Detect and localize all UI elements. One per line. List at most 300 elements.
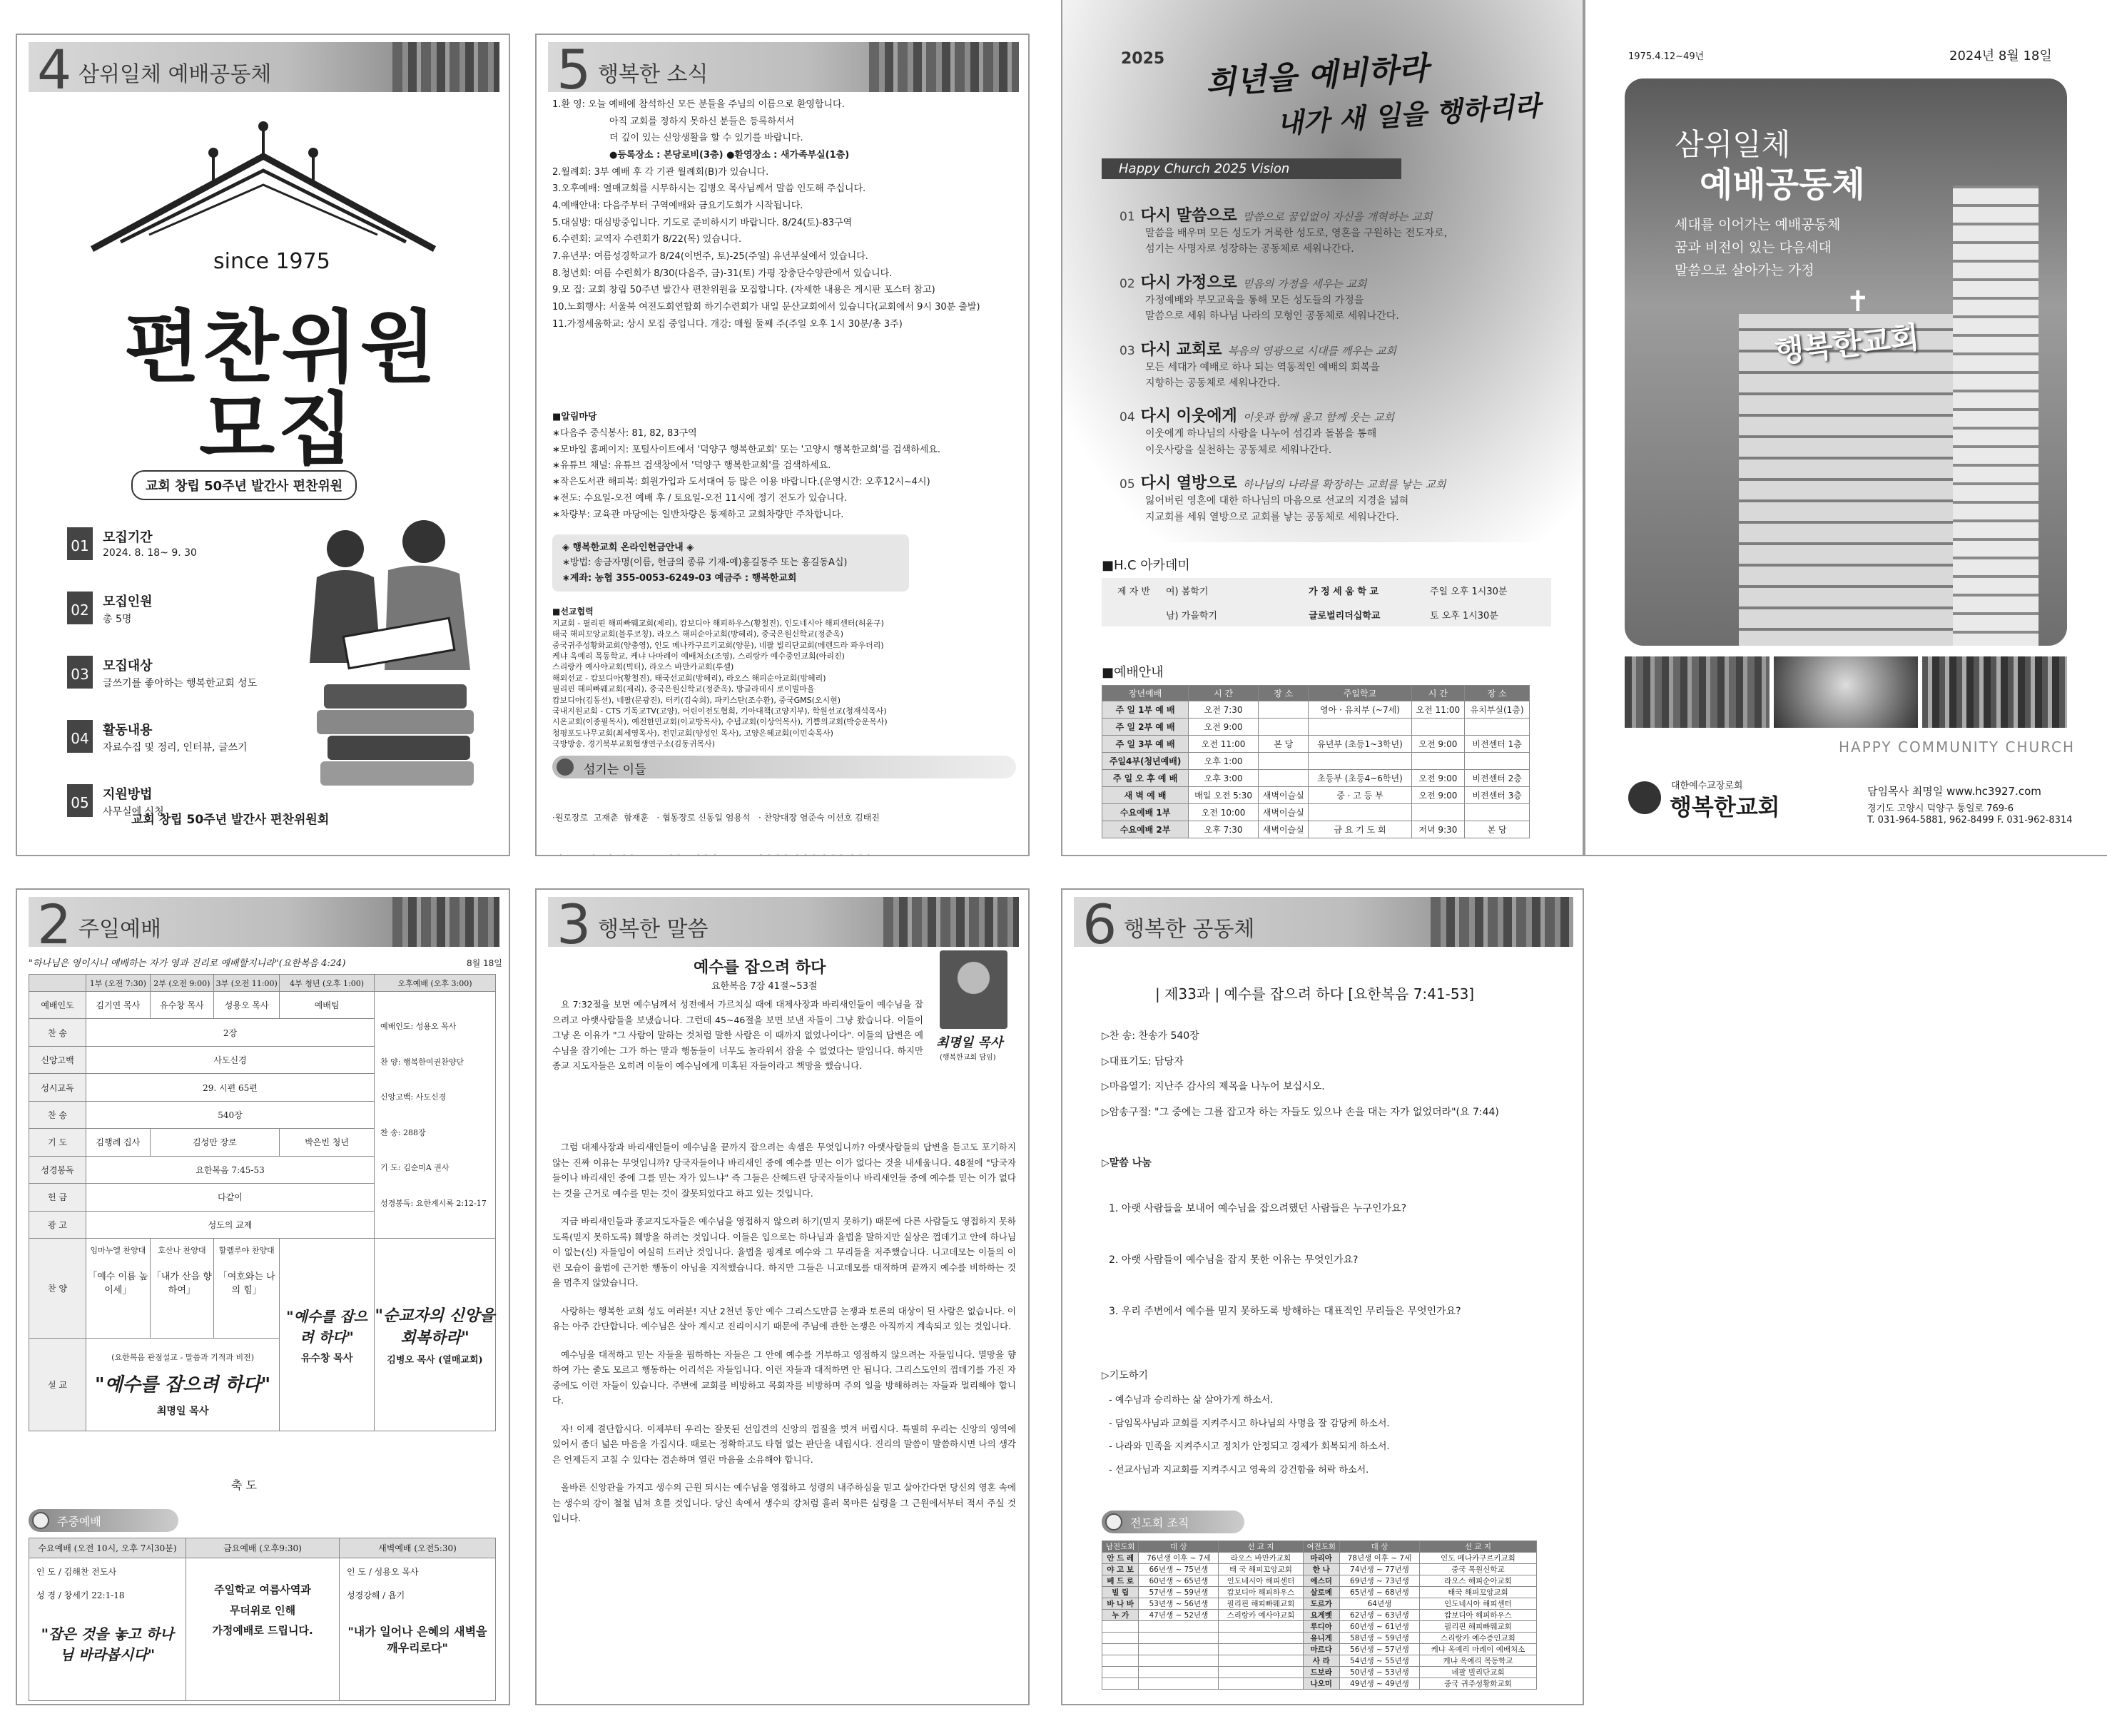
org-cell: 야 고 보 — [1102, 1564, 1139, 1575]
fri-line: 가정예배로 드립니다. — [212, 1624, 313, 1637]
weekday-title: 주중예배 — [57, 1515, 101, 1528]
sermon-body-full — [552, 1139, 1016, 1539]
cell: 김행례 집사 — [86, 1129, 151, 1156]
worship-cell: 새벽이슬실 — [1259, 804, 1309, 821]
servants-header — [552, 756, 1016, 778]
worship-header: 시 간 — [1411, 686, 1465, 701]
org-cell: 50년생 ~ 53년생 — [1339, 1667, 1419, 1678]
page-title: 행복한 소식 — [598, 62, 709, 87]
vision-item-heading: 다시 가정으로 — [1140, 273, 1237, 292]
worship-cell: 유년부 (초등1~3학년) — [1309, 736, 1411, 753]
worship-cell — [1465, 719, 1530, 736]
vision-item-heading: 다시 교회로 — [1140, 340, 1222, 359]
worship-cell: 새벽이슬실 — [1259, 787, 1309, 804]
news-line: 1.환 영: 오늘 예배에 참석하신 모든 분들을 주님의 이름으로 환영합니다. — [552, 99, 845, 110]
mission-line: 태국 해피꼬앙교회(블루코칭), 라오스 해피순아교회(방혜리), 중국은원신학교(정준옥) — [552, 629, 844, 639]
sermon-4-title: "순교자의 신앙을 회복하라" — [375, 1306, 495, 1347]
page-number: 6 — [1082, 893, 1117, 956]
sermon-heading: 예수를 잡으려 하다 — [694, 959, 826, 977]
page-number: 3 — [557, 893, 592, 956]
org-cell — [1102, 1633, 1139, 1644]
worship-cell: 수요예배 2부 — [1102, 821, 1189, 838]
news-line: 9.모 집: 교회 창립 50주년 발간사 편찬위원을 모집합니다. (자세한 내용은 게시판 포스터 참고) — [552, 285, 935, 296]
cell: 사도신경 — [86, 1046, 375, 1073]
photo-strip — [869, 42, 1019, 92]
board-line: ∗차량부: 교육관 마당에는 일반차량은 통제하고 교회차량만 주차합니다. — [552, 509, 844, 520]
wed-line: 성 경 / 창세기 22:1-18 — [36, 1590, 125, 1600]
mission-org-table — [1102, 1540, 1537, 1690]
recruit-value: 글쓰기를 좋아하는 행복한교회 성도 — [103, 678, 258, 689]
vision-item-number: 01 — [1119, 210, 1135, 224]
org-cell: 한 나 — [1303, 1564, 1339, 1575]
church-name: 행복한교회 — [1670, 793, 1780, 821]
page-number: 4 — [37, 38, 72, 101]
servants-list — [552, 784, 1016, 856]
org-cell: 누 가 — [1102, 1610, 1139, 1621]
row-label: 설 교 — [29, 1339, 86, 1431]
wed-head: 수요예배 (오전 10시, 오후 7시30분) — [29, 1538, 186, 1558]
org-cell: 49년생 ~ 49년생 — [1339, 1678, 1419, 1690]
academy-cell: 남) 가을학기 — [1166, 610, 1217, 621]
org-cell: 태 국 해피꼬앙교회 — [1219, 1564, 1303, 1575]
worship-table — [1102, 685, 1530, 838]
org-cell: 안 드 레 — [1102, 1553, 1139, 1564]
cell: 29. 시편 65편 — [86, 1074, 375, 1101]
org-cell: 76년생 이후 ~ 7세 — [1139, 1553, 1219, 1564]
weekday-table — [29, 1538, 496, 1701]
org-cell: 바 나 바 — [1102, 1598, 1139, 1610]
dawn-line: 인 도 / 성용오 목사 — [347, 1567, 419, 1577]
vision-item-number: 03 — [1119, 343, 1135, 358]
org-cell — [1219, 1655, 1303, 1667]
vision-item-desc: 지향하는 공동체로 세워나간다. — [1145, 377, 1281, 389]
org-cell: 인도 메나카구르키교회 — [1419, 1553, 1536, 1564]
vision-item-subtitle: 말씀으로 꿈입없이 자신을 개혁하는 교회 — [1242, 210, 1433, 223]
worship-cell: 오전 9:00 — [1411, 770, 1465, 787]
servants-icon — [557, 758, 574, 776]
sermon-4-preacher: 김병오 목사 (열매교회) — [387, 1355, 483, 1366]
sermon-paragraph: 자! 이제 결단합시다. 이제부터 우리는 잘못된 선입견의 신앙의 껍질을 벗겨 버립시다. 특별히 우리는 신앙의 영역에 있어서 좀더 넓은 마음을 가집시다. 때로는 정확하고도 타협 없는 판단을 내립시다. 진리의 말씀이 말씀하시면 나의 생각은 언제든지 고칠 수 있다는 겸손하며 열린 마음을 소유해야 합니다. — [552, 1423, 1016, 1465]
row-label: 예배인도 — [29, 992, 86, 1019]
news-line: 6.수련회: 교역자 수련회가 8/22(목) 있습니다. — [552, 234, 742, 245]
mission-line: 국방방송, 경기북부교회협생연구소(김동귀목사) — [552, 739, 716, 749]
page-6-header — [1074, 893, 1573, 956]
worship-cell — [1259, 753, 1309, 770]
cell: 2장 — [86, 1019, 375, 1046]
word-sharing-title: ▷말씀 나눔 — [1102, 1157, 1152, 1169]
academy-cell: 토 오후 1시30분 — [1430, 610, 1498, 621]
cover-line-3: 말씀으로 살아가는 가정 — [1675, 263, 1814, 278]
worship-cell: 비전센터 2층 — [1465, 770, 1530, 787]
benediction: 축 도 — [231, 1478, 257, 1492]
org-cell: 라오스 바만카교회 — [1219, 1553, 1303, 1564]
dawn-line: 성경강해 / 욥기 — [347, 1590, 405, 1600]
org-cell: 중국 목원신학교 — [1419, 1564, 1536, 1575]
worship-cell: 오전 9:00 — [1189, 719, 1259, 736]
academy-table — [1102, 578, 1551, 626]
board-line: ∗전도: 수요일-오전 예배 후 / 토요일-오전 11시에 정기 전도가 있습니다. — [552, 492, 848, 504]
recruit-item — [67, 592, 303, 656]
worship-cell: 수요예배 1부 — [1102, 804, 1189, 821]
choir-name: 임마누엘 찬양대 — [90, 1246, 146, 1255]
calligraphy-line-1: 희년을 예비하라 — [1204, 50, 1430, 102]
online-offering-box — [552, 534, 909, 592]
org-cell: 78년생 이후 ~ 7세 — [1339, 1553, 1419, 1564]
worship-cell: 중 · 고 등 부 — [1309, 787, 1411, 804]
page-3-header — [548, 893, 1019, 956]
photo-strip — [392, 897, 499, 947]
org-cell: 드보라 — [1303, 1667, 1339, 1678]
notice-board — [552, 410, 1016, 523]
part-badge: 03 — [67, 656, 93, 689]
org-cell: 필리핀 해피빠뭬교회 — [1419, 1621, 1536, 1633]
sermon-paragraph: 예수님을 대적하고 믿는 자들을 핍하하는 자들은 그 안에 예수를 거부하고 영접하지 않으려는 자들입니다. 멸망을 향하여 가는 줄도 모르고 행동하는 어리석은 자들입니다. 이런 자들과 대적하면 안 됩니다. 그리스도인의 껍데기를 가진 자 중에도 이런 자들이 있습니다. 주변에 교회를 비방하고 목회자를 비방하며 주의 일을 방해하려는 자들과 멀리해야 합니다. — [552, 1349, 1016, 1406]
worship-cell — [1309, 804, 1411, 821]
org-cell: 74년생 ~ 77년생 — [1339, 1564, 1419, 1575]
theme-verse: "하나님은 영이시니 예배하는 자가 영과 진리로 예배할지니라"(요한복음 4:24) — [29, 958, 346, 969]
photo-strip — [883, 897, 1019, 947]
sermon-3-title: "예수를 잡으려 하다" — [286, 1307, 368, 1346]
mission-section — [552, 606, 1016, 749]
academy-cell: 여) 봄학기 — [1166, 586, 1209, 597]
worship-cell: 오전 7:30 — [1189, 701, 1259, 719]
org-cell: 네팔 빌리단교회 — [1419, 1667, 1536, 1678]
sermon-preacher: 최명일 목사 — [156, 1406, 209, 1417]
vision-item-desc: 말씀으로 세워 하나님 나라의 모형인 공동체로 세워나간다. — [1145, 310, 1399, 323]
row-label: 헌 금 — [29, 1184, 86, 1211]
worship-cell — [1465, 753, 1530, 770]
vision-item-number: 02 — [1119, 276, 1135, 291]
cell: 다같이 — [86, 1184, 375, 1211]
org-col-header: 남전도회 — [1102, 1541, 1139, 1553]
lesson-line: ▷마음열기: 지난주 감사의 제목을 나누어 보십시오. — [1102, 1081, 1325, 1093]
org-cell — [1219, 1678, 1303, 1690]
recruit-item — [67, 656, 303, 720]
worship-cell: 본 당 — [1259, 736, 1309, 753]
org-cell: 60년생 ~ 65년생 — [1139, 1575, 1219, 1587]
worship-cell: 금 요 기 도 회 — [1309, 821, 1411, 838]
worship-cell — [1411, 804, 1465, 821]
worship-cell: 주 일 2부 예 배 — [1102, 719, 1189, 736]
offering-line: ◈ 행복한교회 온라인헌금안내 ◈ — [562, 542, 694, 553]
question-list — [1109, 1204, 1565, 1326]
org-cell — [1139, 1667, 1219, 1678]
org-cell — [1102, 1655, 1139, 1667]
question: 3. 우리 주변에서 예수를 믿지 못하도록 방해하는 대표적인 무리들은 무엇인가요? — [1109, 1306, 1461, 1317]
org-cell — [1219, 1633, 1303, 1644]
sermon-3-preacher: 유수창 목사 — [300, 1352, 353, 1364]
recruit-list — [67, 527, 303, 848]
org-cell: 에스더 — [1303, 1575, 1339, 1587]
worship-cell — [1259, 719, 1309, 736]
worship-cell: 오후 7:30 — [1189, 821, 1259, 838]
org-cell — [1139, 1655, 1219, 1667]
col-header: 3부 (오전 11:00) — [214, 975, 280, 992]
choir-song: 「예수 이름 높이세」 — [88, 1271, 148, 1296]
recruit-item — [67, 527, 303, 592]
vision-item-number: 04 — [1119, 410, 1135, 425]
recruit-value: 2024. 8. 18~ 9. 30 — [103, 547, 197, 559]
org-cell: 나오미 — [1303, 1678, 1339, 1690]
org-cell — [1139, 1644, 1219, 1655]
org-cell: 53년생 ~ 56년생 — [1139, 1598, 1219, 1610]
org-cell: 60년생 ~ 61년생 — [1339, 1621, 1419, 1633]
org-cell: 캄보디아 해피하우스 — [1419, 1610, 1536, 1621]
vision-item-desc: 모든 세대가 예배로 하나 되는 역동적인 예배의 회복을 — [1145, 361, 1380, 373]
page-2-panel — [16, 888, 510, 1705]
org-cell: 인도네시아 해피센터 — [1219, 1575, 1303, 1587]
col-header: 4부 청년 (오후 1:00) — [280, 975, 375, 992]
choir-name: 호산나 찬양대 — [158, 1246, 206, 1255]
page-5-panel — [535, 34, 1030, 856]
photo-strip — [1431, 897, 1573, 947]
vision-panel — [1061, 0, 1584, 856]
vision-item-desc: 섬기는 사명자로 성장하는 공동체로 세워나간다. — [1145, 243, 1354, 255]
worship-cell: 오전 9:00 — [1411, 787, 1465, 804]
academy-cell: 가 정 세 움 학 교 — [1309, 586, 1379, 597]
worship-cell: 유치부실(1층) — [1465, 701, 1530, 719]
worship-cell: 오전 10:00 — [1189, 804, 1259, 821]
cell: 유수창 목사 — [150, 992, 214, 1019]
dawn-head: 새벽예배 (오전5:30) — [340, 1538, 496, 1558]
org-cell: 66년생 ~ 75년생 — [1139, 1564, 1219, 1575]
worship-cell — [1259, 701, 1309, 719]
worship-cell: 주일4부(청년예배) — [1102, 753, 1189, 770]
row-label: 기 도 — [29, 1129, 86, 1156]
afternoon-worship-cell — [375, 992, 496, 1239]
part-badge: 05 — [67, 784, 93, 817]
wed-line: 인 도 / 김해찬 전도사 — [36, 1567, 117, 1577]
worship-cell: 오후 3:00 — [1189, 770, 1259, 787]
building-tower — [1953, 186, 2039, 646]
choir-cell — [214, 1239, 280, 1339]
part-badge: 02 — [67, 592, 93, 624]
wed-message: "잡은 것을 놓고 하나님 바라봅시다" — [41, 1625, 174, 1663]
org-cell: 스리랑카 예사야교회 — [1219, 1610, 1303, 1621]
church-phone: T. 031-964-5881, 962-8499 F. 031-962-8314 — [1867, 815, 2073, 826]
cover-photo — [1625, 78, 2067, 646]
wed-cell — [29, 1558, 186, 1701]
row-label: 찬 양 — [29, 1239, 86, 1339]
page-title: 삼위일체 예배공동체 — [78, 62, 272, 87]
org-cell: 65년생 ~ 68년생 — [1339, 1587, 1419, 1598]
page-4-header — [29, 38, 499, 101]
prayer-line: - 나라와 민족을 지켜주시고 정치가 안정되고 경제가 회복되게 하소서. — [1109, 1441, 1390, 1452]
board-title: ■알림마당 — [552, 412, 597, 422]
org-cell — [1102, 1621, 1139, 1633]
afternoon-line: 예배인도: 성용오 목사 — [380, 1022, 457, 1031]
vision-item-desc: 지교회를 세워 열방으로 교회를 낳는 공동체로 세워나간다. — [1145, 511, 1399, 523]
recruit-value: 사무실에 신청 — [103, 806, 164, 818]
mission-line: 해외선교 - 캄보디아(황철진), 태국선교회(방혜리), 라오스 해피순아교회(방혜리) — [552, 673, 826, 683]
sermon-title: "예수를 잡으려 하다" — [95, 1374, 271, 1396]
org-col-header: 대 상 — [1339, 1541, 1419, 1553]
afternoon-line: 신앙고백: 사도신경 — [380, 1092, 447, 1102]
vision-item-subtitle: 복음의 영광으로 시대를 깨우는 교회 — [1227, 344, 1396, 357]
weekday-icon — [32, 1512, 49, 1529]
org-cell: 빌 립 — [1102, 1587, 1139, 1598]
cover-line-1: 세대를 이어가는 예배공동체 — [1675, 217, 1841, 233]
vision-item-subtitle: 하나님의 나라를 확장하는 교회를 낳는 교회 — [1242, 478, 1446, 492]
org-cell: 69년생 ~ 73년생 — [1339, 1575, 1419, 1587]
org-cell: 64년생 — [1339, 1598, 1419, 1610]
lesson-line: ▷암송구절: "그 중에는 그를 잡고자 하는 자들도 있으나 손을 대는 자가 없었더라"(요 7:44) — [1102, 1107, 1499, 1119]
org-header — [1102, 1511, 1244, 1533]
part-badge: 01 — [67, 527, 93, 560]
row-label: 성경봉독 — [29, 1156, 86, 1183]
org-cell: 살로메 — [1303, 1587, 1339, 1598]
org-cell: 도르가 — [1303, 1598, 1339, 1610]
prayer-line: - 선교사님과 지교회를 지켜주시고 영육의 강건함을 허락 하소서. — [1109, 1464, 1369, 1476]
col-header: 오후예배 (오후 3:00) — [375, 975, 496, 992]
worship-cell: 초등부 (초등4~6학년) — [1309, 770, 1411, 787]
vision-item — [1119, 203, 1562, 258]
building-sign: 행복한교회 — [1773, 319, 1921, 370]
org-cell: 태국 해피꼬앙교회 — [1419, 1587, 1536, 1598]
headline-recruit: 편찬위원 — [124, 302, 440, 393]
fri-line: 무더위로 인해 — [229, 1603, 296, 1617]
org-cell: 54년생 ~ 55년생 — [1339, 1655, 1419, 1667]
vision-year: 2025 — [1121, 50, 1165, 68]
org-cell — [1102, 1667, 1139, 1678]
page-4-panel — [16, 34, 510, 856]
org-cell: 중국 귀주성황화교회 — [1419, 1678, 1536, 1690]
mission-line: 시온교회(이종필목사), 예전한민교회(이교방목사), 수념교회(이상억목사), 기쁨의교회(박승운목사) — [552, 717, 888, 727]
vision-item — [1119, 404, 1562, 458]
page-title: 주일예배 — [78, 917, 161, 942]
mission-line: 지교회 - 필리핀 해피빠뭬교회(제리), 캄보디아 해피하우스(황철진), 인도네시아 해피센터(허윤구) — [552, 618, 884, 628]
page-number: 5 — [557, 38, 592, 101]
vision-item-heading: 다시 이웃에게 — [1140, 407, 1237, 426]
org-cell — [1139, 1621, 1219, 1633]
pastor-info: 담임목사 최명일 www.hc3927.com — [1867, 785, 2041, 798]
worship-cell — [1465, 804, 1530, 821]
org-cell: 58년생 ~ 59년생 — [1339, 1633, 1419, 1644]
lesson-line: ▷찬 송: 찬송가 540장 — [1102, 1030, 1199, 1042]
news-line: 3.오후예배: 열매교회를 시무하시는 김병오 목사님께서 말씀 인도해 주십니다. — [552, 183, 866, 195]
page-title: 행복한 말씀 — [598, 917, 709, 942]
afternoon-line: 성경봉독: 요한계시록 2:12-17 — [380, 1198, 487, 1208]
org-cell: 유니게 — [1303, 1633, 1339, 1644]
worship-cell: 새벽이슬실 — [1259, 821, 1309, 838]
worship-cell — [1259, 770, 1309, 787]
choir-name: 할렐루야 찬양대 — [218, 1246, 275, 1255]
row-label: 신앙고백 — [29, 1046, 86, 1073]
prayer-list — [1109, 1389, 1565, 1482]
worship-cell: 오전 9:00 — [1411, 736, 1465, 753]
news-line: 7.유년부: 여름성경학교가 8/24(이번주, 토)-25(주일) 유년부실에서 있습니다. — [552, 250, 868, 262]
recruit-label: 모집대상 — [103, 659, 153, 674]
news-line: 8.청년회: 여름 수련회가 8/30(다음주, 금)-31(토) 가평 장충단수양관에서 있습니다. — [552, 268, 893, 279]
row-label: 찬 송 — [29, 1019, 86, 1046]
sermon-paragraph: 올바른 신앙관을 가지고 생수의 근원 되시는 예수님을 영접하고 성령의 내주하심을 믿고 살아간다면 당신의 영혼 속에는 생수의 강이 철철 넘쳐 흐를 것입니다. 당신 속에서 생수의 강처럼 흘러 목마른 심령을 그 근원에서부터 적셔 주실 것입니다. — [552, 1482, 1016, 1523]
vision-item-number: 05 — [1119, 477, 1135, 492]
org-col-header: 대 상 — [1139, 1541, 1219, 1553]
col-header — [29, 975, 86, 992]
org-col-header: 선 교 지 — [1219, 1541, 1303, 1553]
board-line: ∗다음주 중식봉사: 81, 82, 83구역 — [552, 427, 697, 439]
academy-cell — [1102, 602, 1166, 626]
sermon-paragraph: 그럼 대제사장과 바리새인들이 예수님을 끝까지 잡으려는 속셈은 무엇입니까? 아랫사람들의 답변을 듣고도 포기하지 않는 진짜 이유는 무엇입니까? 당국자들이나 바리새인 중에 예수를 믿는 이가 없다는 것을 내세웁니다. 48절에 "당국자들이나 바리새인 중에 그를 믿는 자가 있느냐" 즉 그들은 산헤드린 당국자들이나 바리새인들 중에 예수를 믿는 이가 없다는 것을 근거로 예수를 믿는 것이 잘못되었다고 하고 있는 것입니다. — [552, 1142, 1016, 1199]
cell: 김성만 장로 — [150, 1129, 280, 1156]
page-number: 2 — [37, 893, 72, 956]
worship-cell: 본 당 — [1465, 821, 1530, 838]
worship-cell: 주 일 3부 예 배 — [1102, 736, 1189, 753]
col-header: 1부 (오전 7:30) — [86, 975, 151, 992]
org-cell — [1219, 1621, 1303, 1633]
choir-song: 「여호와는 나의 힘」 — [218, 1271, 275, 1296]
news-line: ●등록장소 : 본당로비(3층) ●환영장소 : 새가족부실(1층) — [609, 149, 850, 161]
committee-footer: 교회 창립 50주년 발간사 편찬위원회 — [131, 813, 330, 827]
servants-line: ·원로장로 고재춘 함재훈 · 협동장로 신동일 엄용석 · 찬양대장 염준숙 이선호 김태진 — [552, 813, 880, 823]
recruit-value: 총 5명 — [103, 614, 132, 625]
org-cell — [1219, 1667, 1303, 1678]
founded-label: 1975.4.12~49년 — [1628, 51, 1705, 62]
worship-cell — [1309, 719, 1411, 736]
cell: 540장 — [86, 1101, 375, 1128]
worship-cell: 비전센터 3층 — [1465, 787, 1530, 804]
vision-banner: Happy Church 2025 Vision — [1102, 158, 1401, 179]
vision-item-subtitle: 믿음의 가정을 세우는 교회 — [1242, 277, 1367, 290]
sermon-paragraph: 지금 바리새인들과 종교지도자들은 예수님을 영접하지 않으려 하기(믿지 못하기) 때문에 다른 사람들도 영접하지 못하도록(믿지 못하도록) 훼방을 하려는 것입니다. 이들은 입으로는 하나님과 율법을 말하지만 실상은 껍데기고 안에 하나님이 없는(신) 자들임이 여실히 드러난 것입니다. 율법을 핑계로 예수와 그 무리들을 저주했습니다. 니고데모는 이들의 이런 모습이 율법에 근거한 행동이 아님을 지적했습니다. 하지만 그들은 니고데모를 대적하며 끝까지 예수를 비하하는 것을 멈추지 않았습니다. — [552, 1216, 1016, 1288]
org-cell — [1139, 1633, 1219, 1644]
worship-guide-title: ■예배안내 — [1102, 665, 1164, 680]
cover-thumbnails — [1625, 656, 2067, 728]
sermon-3-cell — [280, 1239, 375, 1431]
news-line: 2.월례회: 3부 예배 후 각 기관 월례회(B)가 있습니다. — [552, 166, 769, 178]
offering-line: ∗방법: 송금자명(이름, 헌금의 종류 기재-예)홍길동주 또는 홍길동A십) — [562, 557, 848, 569]
servants-title: 섬기는 이들 — [584, 763, 646, 777]
org-cell — [1219, 1644, 1303, 1655]
sermon-note: (요한복음 관점설교 - 말씀과 기적과 비전) — [111, 1353, 254, 1362]
org-cell: 사 라 — [1303, 1655, 1339, 1667]
worship-cell: 매일 오전 5:30 — [1189, 787, 1259, 804]
cover-line-2: 꿈과 비전이 있는 다음세대 — [1675, 240, 1832, 255]
page-3-panel — [535, 888, 1030, 1705]
vision-item-heading: 다시 말씀으로 — [1140, 207, 1237, 225]
sermon-paragraph: 요 7:32절을 보면 예수님께서 성전에서 가르치실 때에 대제사장과 바리새인들이 예수님을 잡으려고 아랫사람들을 보냈습니다. 그런데 45~46절을 보면 보낸 자들이 그냥 왔습니다. 이들이 그냥 온 이유가 "그 사람이 말하는 것처럼 말한 사람은 이 때까지 없었나이다". 이들의 답변은 예수님을 잡기에는 그가 하는 말과 행동들이 너무도 놀라워서 잡을 수 없었다는 말입니다. 하지만 종교 지도자들은 오히려 이들이 예수님에게 미혹된 자들이라고 책망을 했습니다. — [552, 999, 923, 1071]
org-cell: 62년생 ~ 63년생 — [1339, 1610, 1419, 1621]
org-cell — [1102, 1678, 1139, 1690]
vision-item-desc: 가정예배와 부모교육을 통해 모든 성도들의 가정을 — [1145, 294, 1364, 306]
cover-title-1: 삼위일체 — [1675, 127, 1791, 162]
question: 1. 아랫 사람들을 보내어 예수님을 잡으려했던 사람들은 누구인가요? — [1109, 1203, 1407, 1214]
dawn-cell — [340, 1558, 496, 1701]
org-cell: 루디아 — [1303, 1621, 1339, 1633]
org-cell: 케냐 옥예리 목동학교 — [1419, 1655, 1536, 1667]
cross-icon: ✝ — [1846, 285, 1870, 318]
academy-title: ■H.C 아카데미 — [1102, 558, 1190, 573]
mission-line: 캄보디아(김동선), 네팔(문광진), 터키(김숙희), 파키스탄(조수환), 중국GMS(오시현) — [552, 695, 841, 705]
org-cell: 인도네시아 해피센터 — [1419, 1598, 1536, 1610]
thumbnail-photo — [1922, 656, 2067, 728]
worship-header: 장년예배 — [1102, 686, 1189, 701]
issue-date: 2024년 8월 18일 — [1949, 49, 2052, 64]
page-6-panel — [1061, 888, 1584, 1705]
cover-panel — [1584, 0, 2107, 856]
afternoon-line: 찬 양: 행복한여권찬양단 — [380, 1057, 464, 1067]
vision-item-subtitle: 이웃과 함께 울고 함께 웃는 교회 — [1242, 411, 1395, 425]
since-label: since 1975 — [213, 249, 330, 274]
pastor-role: (행복한교회 담임) — [940, 1054, 996, 1062]
row-label: 찬 송 — [29, 1101, 86, 1128]
worship-cell — [1411, 719, 1465, 736]
recruit-label: 모집인원 — [103, 594, 153, 609]
photo-strip — [392, 42, 499, 92]
news-line: 5.대심방: 대심방중입니다. 기도로 준비하시기 바랍니다. 8/24(토)-83구역 — [552, 217, 853, 228]
vision-item — [1119, 270, 1562, 325]
mission-line: 국내지원교회 - CTS 기독교TV(고양), 어린이전도협회, 기아대책(고양지부), 학원선교(청재석목사) — [552, 706, 887, 716]
